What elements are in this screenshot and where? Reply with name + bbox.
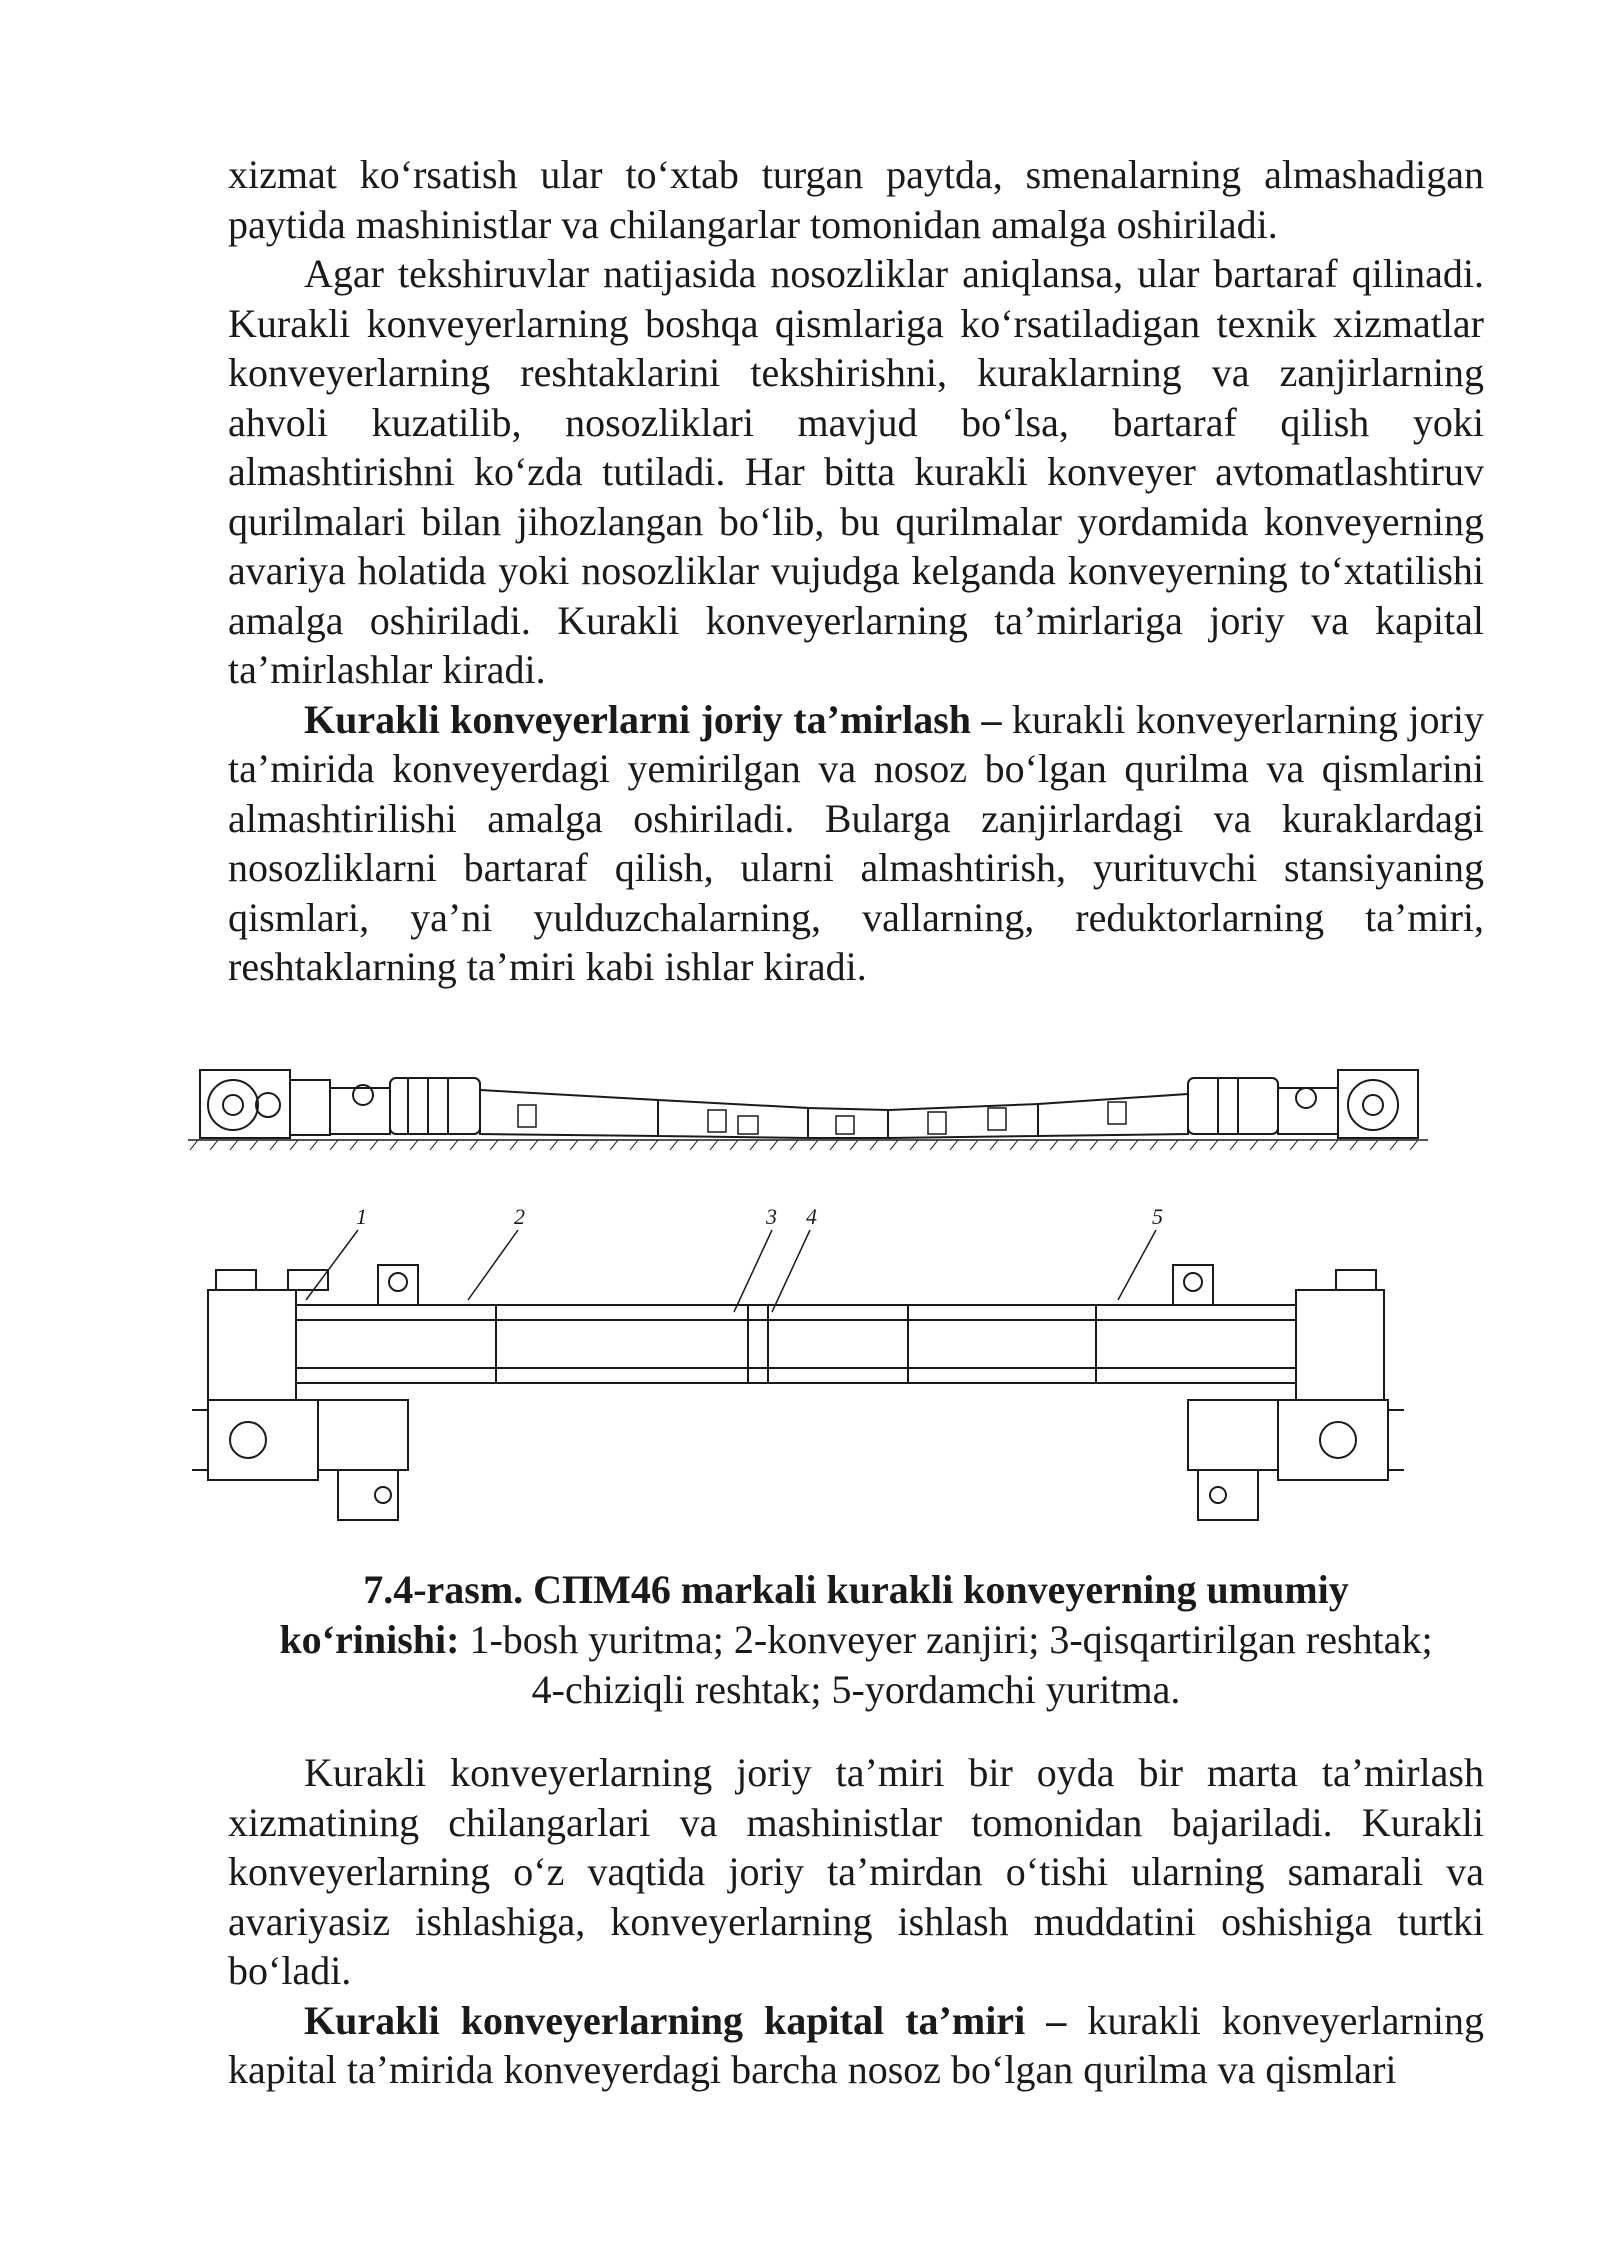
- callout-4: 4: [806, 1204, 817, 1229]
- caption-title: 7.4-rasm. СПМ46 markali kurakli konveyerning umumiy: [363, 1567, 1349, 1612]
- caption-label: ko‘rinishi:: [279, 1617, 460, 1662]
- paragraph: Agar tekshiruvlar natijasida nosozliklar aniqlansa, ular bartaraf qilinadi. Kurakli konveyerlarning boshqa qismlariga ko‘rsatiladigan texnik xizmatlar konveyerlarning reshtaklarini tekshirishni, kuraklarning va zanjirlarning ahvoli kuzatilib, nosozliklari mavjud bo‘lsa, bartaraf qilish yoki almashtirishni ko‘zda tutiladi. Har bitta kurakli konveyer avtomatlashtiruv qurilmalari bilan jihozlangan bo‘lib, bu qurilmalar yordamida konveyerning avariya holatida yoki nosozliklar vujudga kelganda konveyerning to‘xtatilishi amalga oshiriladi. Kurakli konveyerlarning ta’mirlariga joriy va kapital ta’mirlashlar kiradi.: [228, 251, 1484, 692]
- bold-term: Kurakli konveyerlarni joriy ta’mirlash –: [304, 696, 1002, 742]
- text-block-top: [228, 150, 1484, 992]
- caption-line: 4-chiziqli reshtak; 5-yordamchi yuritma.: [531, 1667, 1181, 1712]
- paragraph-text: kurakli konveyerlarning kapital ta’mirida konveyerdagi barcha nosoz bo‘lgan qurilma va qismlari: [228, 1997, 1484, 2092]
- side-view: [188, 1070, 1428, 1150]
- text-block-bottom: [228, 1748, 1484, 2095]
- paragraph: xizmat ko‘rsatish ular to‘xtab turgan paytda, smenalarning almashadigan paytida mashinistlar va chilangarlar tomonidan amalga oshiriladi.: [228, 152, 1484, 247]
- callout-2: 2: [514, 1204, 525, 1229]
- paragraph: [228, 695, 1484, 992]
- caption-line: [228, 1615, 1484, 1665]
- callout-1: 1: [356, 1204, 367, 1229]
- caption-text: 1-bosh yuritma; 2-konveyer zanjiri; 3-qisqartirilgan reshtak;: [459, 1617, 1433, 1662]
- callout-5: 5: [1152, 1204, 1163, 1229]
- plan-view: [192, 1230, 1404, 1520]
- bold-term: Kurakli konveyerlarning kapital ta’miri –: [304, 1997, 1067, 2043]
- conveyor-technical-drawing: [188, 1050, 1428, 1530]
- figure-caption: [228, 1565, 1484, 1715]
- paragraph: Kurakli konveyerlarning joriy ta’miri bir oyda bir marta ta’mirlash xizmatining chilangarlari va mashinistlar tomonidan bajariladi. Kurakli konveyerlarning o‘z vaqtida joriy ta’mirdan o‘tishi ularning samarali va avariyasiz ishlashiga, konveyerlarning ishlash muddatini oshishiga turtki bo‘ladi.: [228, 1750, 1484, 1993]
- paragraph: [228, 1996, 1484, 2095]
- paragraph-text: kurakli konveyerlarning joriy ta’mirida konveyerdagi yemirilgan va nosoz bo‘lgan qurilma va qismlarini almashtirilishi amalga oshiriladi. Bularga zanjirlardagi va kuraklardagi nosozliklarni bartaraf qilish, ularni almashtirish, yurituvchi stansiyaning qismlari, ya’ni yulduzchalarning, vallarning, reduktorlarning ta’miri, reshtaklarning ta’miri kabi ishlar kiradi.: [228, 696, 1484, 989]
- callout-3: 3: [766, 1204, 777, 1229]
